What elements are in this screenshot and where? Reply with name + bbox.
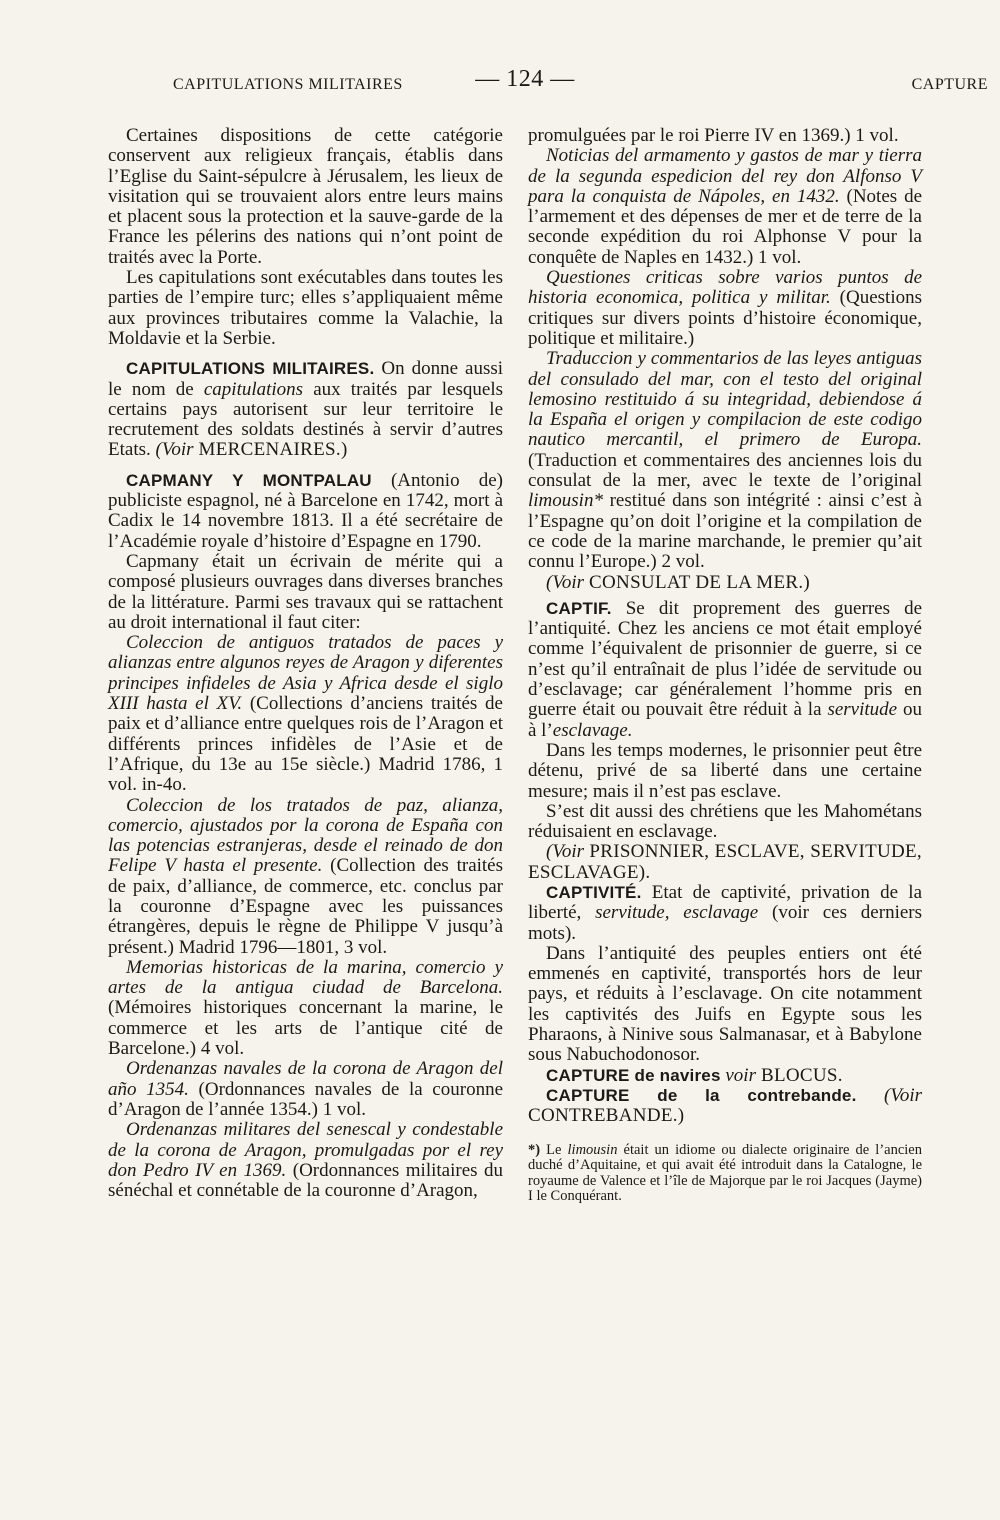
paragraph: Dans les temps modernes, le prisonnier peut être détenu, privé de sa liberté dans une certaine mesure; mais il n’est pas esclave. (528, 739, 922, 802)
work-title: Ordenanzas navales de la corona de Aragon del año 1354. (108, 1058, 503, 1100)
entry-italic: servitude, esclavage (595, 902, 759, 924)
running-header (110, 66, 988, 102)
paragraph: Certaines dispositions de cette catégorie conservent aux religieux français, établis dans l’Eglise du Saint-sépulcre à Jérusalem, les lieux de visitation qui se trouvaient alors entre leurs mains et placent sous la protection et la sauve-garde de la France les pélerins des nations qui n’ont point de traités avec la Porte. (108, 125, 503, 268)
entry-headword: CAPMANY Y MONTPALAU (126, 470, 372, 490)
work-description: (Notes de l’armement et des dépenses de mer et de terre de la seconde expédition du roi Alphonse V pour la conquête de Naples en 1432.) 1 vol. (528, 185, 922, 268)
entry-captivite (528, 883, 922, 944)
work-description: (Questions critiques sur divers points d’histoire économique, politique et militaire.) (528, 287, 923, 349)
work-description: restitué dans son intégrité : ainsi c’est à l’Espagne qu’on doit l’origine et la compilation de ce code de la marine marchande, le premier qu’ait connu l’Europe.) 2 vol. (528, 490, 922, 573)
left-column (108, 126, 503, 1201)
cross-ref-voir: (Voir (546, 841, 584, 863)
entry-headword: CAPTURE de la contrebande. (546, 1085, 857, 1105)
entry-text: (voir ces derniers mots). (528, 902, 922, 944)
cross-ref-voir: (Voir (856, 1084, 923, 1106)
work-citation (108, 1059, 503, 1120)
footnote-text: Le (540, 1141, 568, 1158)
work-citation (108, 796, 503, 958)
entry-italic: servitude (827, 699, 898, 721)
work-title: Coleccion de antiguos tratados de paces y alianzas entre algunos reyes de Aragon y diferentes principes infideles de Asia y Africa desde el siglo XIII hasta el XV. (108, 632, 503, 715)
paragraph: S’est dit aussi des chrétiens que les Mahométans réduisaient en esclavage. (528, 800, 922, 843)
work-title: Coleccion de los tratados de paz, alianza, comercio, ajustados por la corona de España con las potencias estranjeras, desde el reinado de don Felipe V hasta el presente. (108, 794, 503, 877)
paragraph: Les capitulations sont exécutables dans toutes les parties de l’empire turc; elles s’appliquaient même aux provinces tributaires comme la Valachie, la Moldavie et la Serbie. (108, 267, 503, 349)
entry-headword: CAPITULATIONS MILITAIRES. (126, 359, 375, 379)
cross-ref-target: CONTREBANDE.) (528, 1105, 685, 1127)
work-title: Ordenanzas militares del senescal y condestable de la corona de Aragon, promulgadas por el rey don Pedro IV en 1369. (108, 1119, 503, 1181)
footnote-mark: *) (528, 1141, 541, 1158)
entry-text: ou à l’ (528, 699, 923, 741)
entry-headword: CAPTIF. (546, 598, 612, 618)
work-citation (528, 146, 922, 268)
paragraph: Dans l’antiquité des peuples entiers ont été emmenés en captivité, transportés hors de leur pays, et réduits à l’esclavage. On cite notamment les captivités des Juifs en Egypte sous les Pharaons, à Ninive sous Salmanasar, et à Babylone sous Nabuchodonosor. (528, 942, 922, 1066)
page-number: — 124 — (475, 66, 575, 92)
header-left-title: CAPITULATIONS MILITAIRES (173, 76, 403, 93)
entry-capmany (108, 471, 503, 552)
work-description: (Collection des traités de paix, d’alliance, de commerce, etc. conclus par la couronne d’Espagne avec les puissances étrangères, depuis le règne de Philippe V jusqu’à présent.) Madrid 1796—1801, 3 vol. (108, 855, 504, 958)
entry-headword: CAPTURE de navires (546, 1065, 721, 1085)
right-column (528, 126, 922, 1205)
entry-italic: capitulations (203, 378, 304, 400)
entry-capitulations-militaires (108, 359, 503, 460)
cross-ref-target: PRISONNIER, ESCLAVE, SERVITUDE, ESCLAVAGE). (528, 841, 922, 883)
footnote-text: était un idiome ou dialecte originaire de l’ancien duché d’Aquitaine, et qui avait été introduit dans la Catalogne, le royaume de Valence et l’île de Majorque par le roi Jacques (Jayme) I le Conquérant. (528, 1141, 922, 1205)
work-description: (Mémoires historiques concernant la marine, le commerce et les arts de l’antique cité de Barcelone.) 4 vol. (108, 997, 503, 1060)
work-title: Memorias historicas de la marina, comercio y artes de la antigua ciudad de Barcelona. (108, 956, 503, 999)
cross-reference (528, 573, 922, 593)
cross-ref-voir: voir (720, 1064, 756, 1086)
entry-text: aux traités par lesquels certains pays autorisent sur leur territoire le recrutement des soldats destinés à servir d’autres Etats. (108, 378, 503, 461)
work-citation (528, 268, 922, 349)
entry-capture-navires (528, 1066, 922, 1086)
cross-ref-voir: (Voir (155, 439, 194, 461)
cross-ref-voir: (Voir (546, 571, 584, 593)
entry-text: Se dit proprement des guerres de l’antiquité. Chez les anciens ce mot était employé comme l’équivalent de prisonnier de guerre, si ce n’est qu’il entraînait de plus l’idée de servitude ou d’esclavage; car généralement l’homme pris en guerre était ou pouvait être réduit à la (528, 597, 922, 721)
work-description: (Collections d’anciens traités de paix et d’alliance entre quelques rois de l’Aragon et différents princes infidèles de l’Asie et de l’Afrique, du 13e au 15e siècle.) Madrid 1786, 1 vol. in-4o. (108, 693, 503, 796)
entry-capture-contrebande (528, 1086, 922, 1127)
footnote-italic: limousin (567, 1141, 618, 1158)
cross-ref-target: MERCENAIRES.) (193, 439, 348, 461)
work-description: (Traduction et commentaires des anciennes lois du consulat de la mer, avec le texte de l’original (528, 449, 922, 492)
header-right-title: CAPTURE (911, 76, 988, 93)
footnote (528, 1143, 922, 1205)
work-citation (108, 958, 503, 1059)
entry-italic: esclavage. (552, 719, 633, 741)
work-title: Noticias del armamento y gastos de mar y tierra de la segunda espedicion del rey don Alfonso V para la conquista de Nápoles, en 1432. (528, 145, 922, 207)
work-citation (108, 1120, 503, 1201)
paragraph: Capmany était un écrivain de mérite qui a composé plusieurs ouvrages dans diverses branches de la littérature. Parmi ses travaux qui se rattachent au droit international il faut citer: (108, 550, 503, 633)
entry-text: On donne aussi le nom de (108, 358, 504, 400)
cross-ref-target: BLOCUS. (755, 1064, 843, 1086)
entry-text: Etat de captivité, privation de la liberté, (528, 881, 922, 924)
footnote-anchor: limousin* (528, 490, 603, 512)
cross-ref-target: CONSULAT DE LA MER.) (584, 571, 811, 593)
work-description: (Ordonnances militaires du sénéchal et connétable de la couronne d’Aragon, (108, 1159, 503, 1202)
work-title: Questiones criticas sobre varios puntos de historia economica, politica y militar. (528, 267, 922, 309)
work-description: (Ordonnances navales de la couronne d’Aragon de l’année 1354.) 1 vol. (108, 1078, 504, 1120)
entry-captif (528, 599, 922, 741)
work-citation (528, 349, 922, 572)
paragraph: promulguées par le roi Pierre IV en 1369.) 1 vol. (528, 125, 899, 146)
cross-reference (528, 842, 922, 883)
entry-text: (Antonio de) publiciste espagnol, né à Barcelone en 1742, mort à Cadix le 14 novembre 1813. Il a été secrétaire de l’Académie royale d’histoire d’Espagne en 1790. (108, 469, 503, 552)
work-title: Traduccion y commentarios de las leyes antiguas del consulado del mar, con el testo del original lemosino restituido á su integridad, debiendose á la España el origen y compilacion de este codigo nautico mercantil, el primero de Europa. (528, 348, 922, 451)
entry-headword: CAPTIVITÉ. (546, 882, 642, 902)
work-citation (108, 633, 503, 795)
